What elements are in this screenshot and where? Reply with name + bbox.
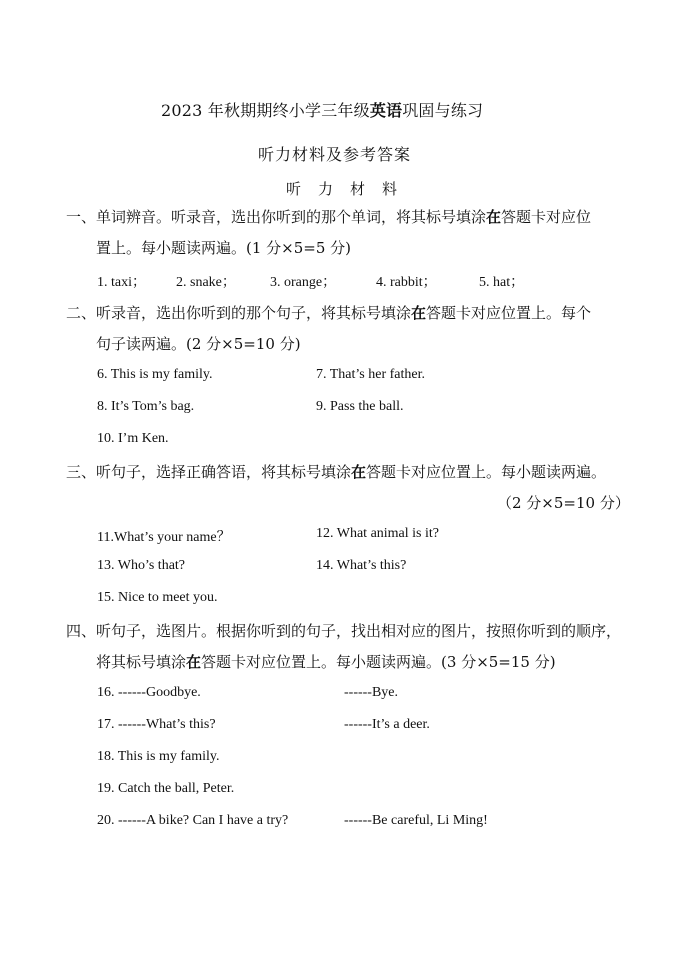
s4-item: 20. ------A bike? Can I have a try?: [97, 813, 289, 828]
title-suffix: 巩固与练习: [402, 101, 484, 120]
s2-item: 7. That’s her father.: [316, 367, 425, 382]
s3-item: 14. What’s this?: [316, 558, 407, 573]
s4-item-response: ------It’s a deer.: [344, 717, 430, 732]
title-subject: 英语: [369, 101, 403, 120]
s1-item: 2. snake；: [176, 275, 236, 290]
s4-item: 18. This is my family.: [97, 749, 220, 764]
title-prefix: 2023 年秋期期终小学三年级: [161, 101, 370, 120]
s3-item: 13. Who’s that?: [97, 558, 186, 573]
s2-instruction-line1: 二、听录音，选出你听到的那个句子，将其标号填涂在答题卡对应位置上。每个: [66, 304, 592, 322]
s1-item: 1. taxi；: [97, 275, 146, 290]
s2-item: 6. This is my family.: [97, 367, 213, 382]
s1-instruction-line1: 一、单词辨音。听录音，选出你听到的那个单词，将其标号填涂在答题卡对应位: [66, 208, 592, 226]
s1-instruction-line2: 置上。每小题读两遍。(1 分×5=5 分): [96, 239, 352, 257]
s1-item: 5. hat；: [479, 275, 525, 290]
s3-item: 11.What’s your name？: [97, 530, 231, 545]
s3-instruction-line1: 三、听句子，选择正确答语，将其标号填涂在答题卡对应位置上。每小题读两遍。: [66, 463, 607, 481]
document-subtitle: 听力材料及参考答案: [258, 145, 412, 164]
s4-item: 19. Catch the ball, Peter.: [97, 781, 235, 796]
s3-score: （2 分×5=10 分）: [497, 494, 630, 512]
s4-item: 16. ------Goodbye.: [97, 685, 201, 700]
s4-instruction-line1: 四、听句子，选图片。根据你听到的句子，找出相对应的图片，按照你听到的顺序，: [66, 622, 622, 640]
s3-item: 15. Nice to meet you.: [97, 590, 218, 605]
s1-item: 3. orange；: [270, 275, 337, 290]
s2-item: 9. Pass the ball.: [316, 399, 404, 414]
s2-item: 10. I’m Ken.: [97, 431, 169, 446]
s4-item: 17. ------What’s this?: [97, 717, 216, 732]
s4-item-response: ------Be careful, Li Ming!: [344, 813, 488, 828]
s3-item: 12. What animal is it?: [316, 526, 439, 541]
s4-item-response: ------Bye.: [344, 685, 399, 700]
s2-instruction-line2: 句子读两遍。(2 分×5=10 分): [96, 335, 301, 353]
document-title: [161, 98, 483, 121]
s1-item: 4. rabbit；: [376, 275, 437, 290]
section-heading: 听 力 材 料: [286, 180, 399, 198]
s4-instruction-line2: 将其标号填涂在答题卡对应位置上。每小题读两遍。(3 分×5=15 分): [96, 653, 556, 671]
s2-item: 8. It’s Tom’s bag.: [97, 399, 195, 414]
